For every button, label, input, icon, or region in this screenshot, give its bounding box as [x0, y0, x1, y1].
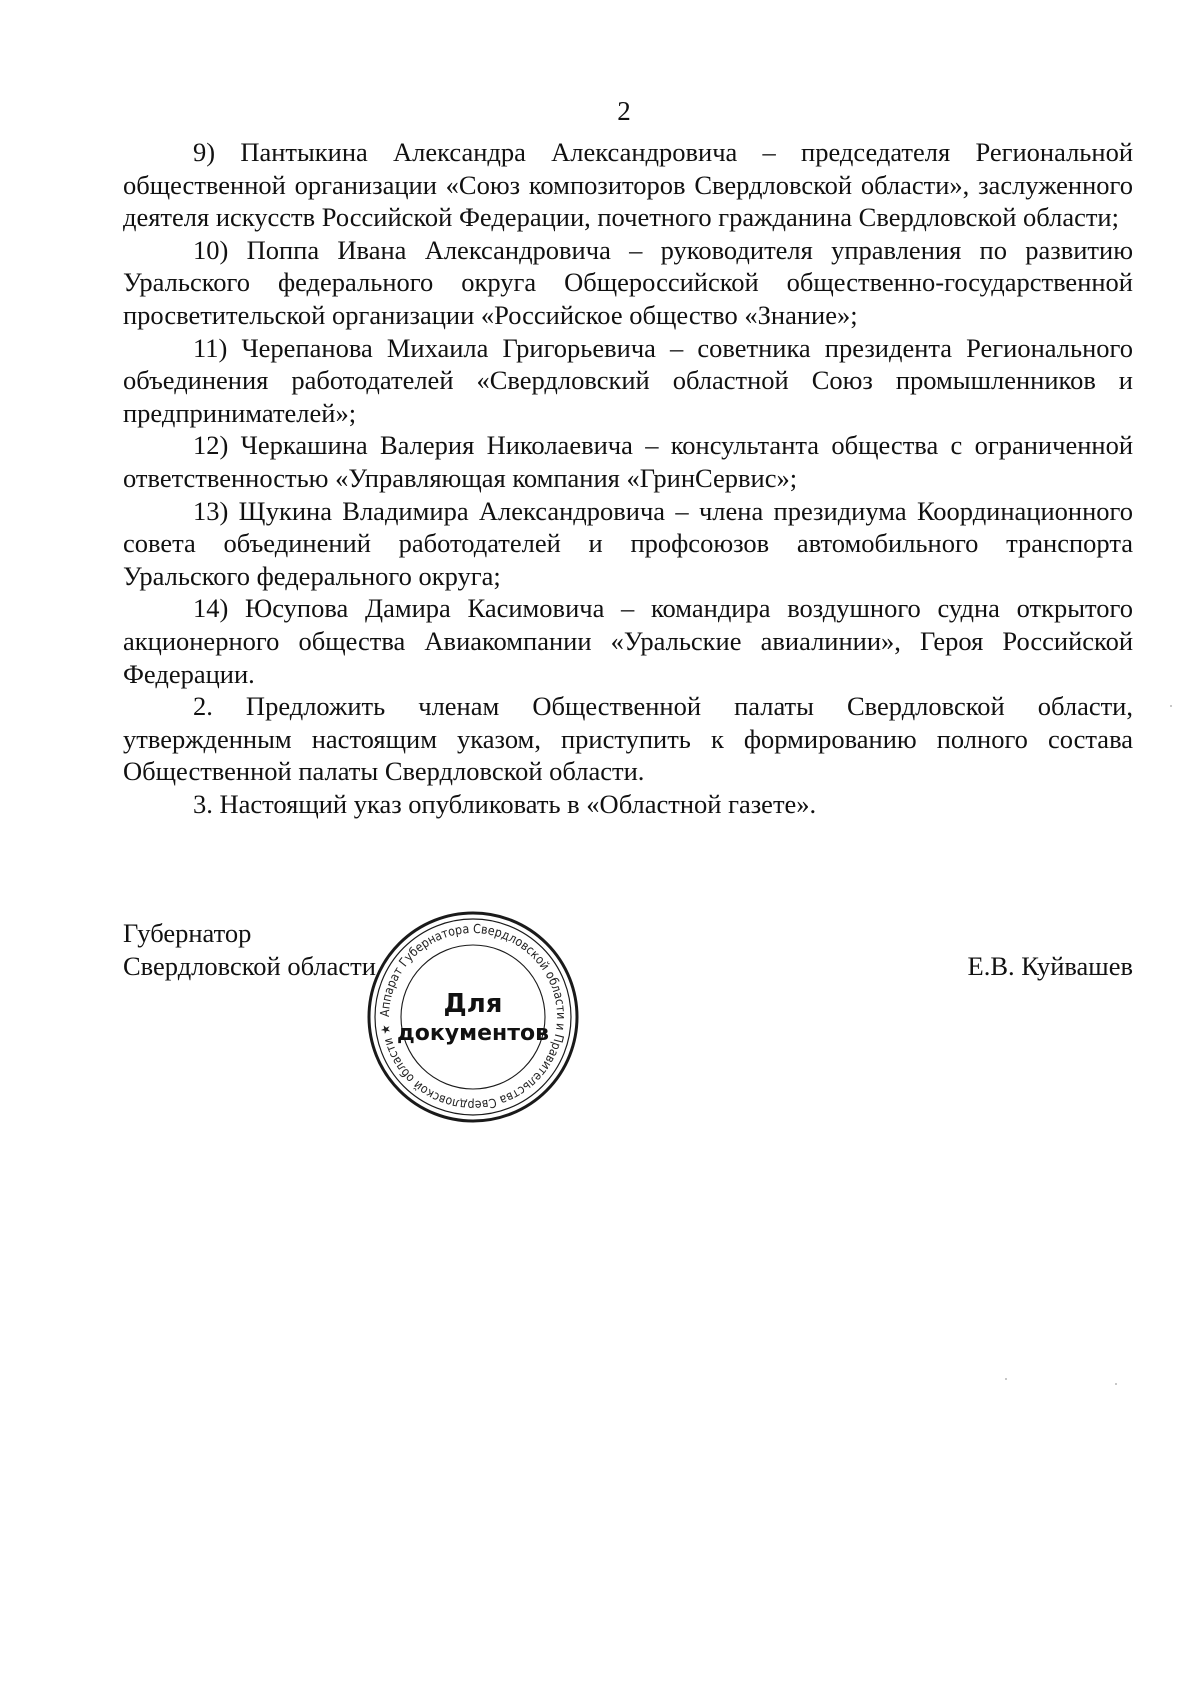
seal-ring-text: Аппарат Губернатора Свердловской области и Правительства Свердловской области ★	[376, 920, 570, 1114]
official-seal-stamp	[364, 908, 582, 1126]
scan-speck	[1170, 705, 1172, 707]
signatory-name: Е.В. Куйвашев	[967, 951, 1133, 981]
list-item-11: 11) Черепанова Михаила Григорьевича – советника президента Регионального объединения работодателей «Свердловский областной Союз промышленников и предпринимателей»;	[123, 332, 1133, 428]
clause-2: 2. Предложить членам Общественной палаты Свердловской области, утвержденным настоящим указом, приступить к формированию полного состава Общественной палаты Свердловской области.	[123, 691, 1133, 787]
scan-speck	[1115, 1383, 1117, 1385]
list-item-9: 9) Пантыкина Александра Александровича – председателя Региональной общественной организации «Союз композиторов Свердловской области», заслуженного деятеля искусств Российской Федерации, почетного гражданина Свердловской области;	[123, 137, 1133, 233]
list-item-13: 13) Щукина Владимира Александровича – члена президиума Координационного совета объединений работодателей и профсоюзов автомобильного транспорта Уральского федерального округа;	[123, 495, 1133, 591]
signatory-title-line1: Губернатор	[123, 918, 252, 948]
list-item-12: 12) Черкашина Валерия Николаевича – консультанта общества с ограниченной ответственностью «Управляющая компания «ГринСервис»;	[123, 430, 1133, 493]
seal-center-line1: Для	[443, 989, 503, 1019]
page-number: 2	[617, 96, 631, 126]
list-item-14: 14) Юсупова Дамира Касимовича – командира воздушного судна открытого акционерного общества Авиакомпании «Уральские авиалинии», Героя Российской Федерации.	[123, 593, 1133, 689]
signatory-title-line2: Свердловской области	[123, 951, 376, 981]
list-item-10: 10) Поппа Ивана Александровича – руководителя управления по развитию Уральского федерального округа Общероссийской общественно-государственной просветительской организации «Российское общество «Знание»;	[123, 234, 1133, 330]
seal-graphic	[364, 908, 582, 1126]
seal-center-line2: документов	[396, 1021, 550, 1046]
decree-body	[123, 136, 1133, 820]
clause-3: 3. Настоящий указ опубликовать в «Областной газете».	[193, 788, 817, 819]
scan-speck	[1005, 1378, 1007, 1380]
signature-block	[123, 917, 1133, 983]
